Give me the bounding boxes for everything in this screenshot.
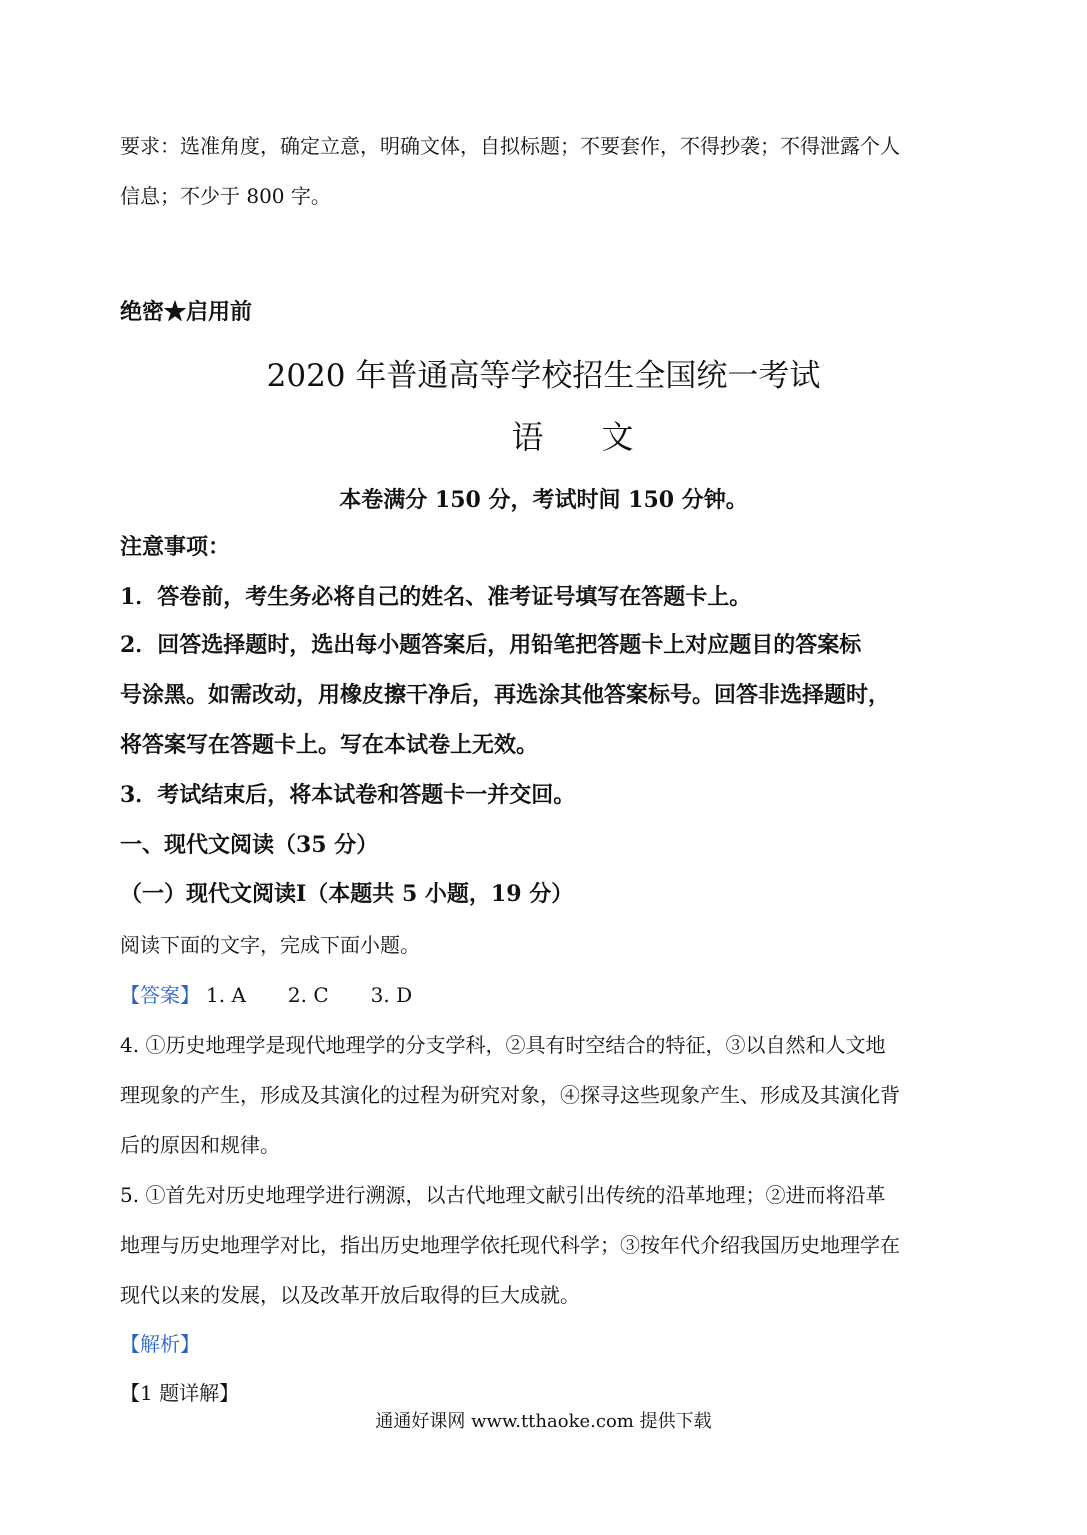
requirement-line-1: 要求：选准角度，确定立意，明确文体，自拟标题；不要套作，不得抄袭；不得泄露个人 xyxy=(120,134,900,158)
notes-heading: 注意事项： xyxy=(120,534,231,560)
exam-title: 2020 年普通高等学校招生全国统一考试 xyxy=(266,358,821,394)
q5-line-1: 5. ①首先对历史地理学进行溯源，以古代地理文献引出传统的沿革地理；②进而将沿革 xyxy=(120,1183,886,1207)
note-item-1: 1．答卷前，考生务必将自己的姓名、准考证号填写在答题卡上。 xyxy=(120,584,752,610)
section-heading: 一、现代文阅读（35 分） xyxy=(120,832,379,858)
score-info: 本卷满分 150 分，考试时间 150 分钟。 xyxy=(339,487,748,513)
answer-item-3: 3. D xyxy=(370,983,413,1007)
detail-label: 【1 题详解】 xyxy=(120,1381,240,1405)
q5-line-2: 地理与历史地理学对比，指出历史地理学依托现代科学；③按年代介绍我国历史地理学在 xyxy=(120,1233,900,1257)
note-item-3: 3．考试结束后，将本试卷和答题卡一并交回。 xyxy=(120,782,576,808)
q4-line-2: 理现象的产生，形成及其演化的过程为研究对象，④探寻这些现象产生、形成及其演化背 xyxy=(120,1083,900,1107)
answer-label: 【答案】 xyxy=(120,983,200,1007)
requirement-line-2: 信息；不少于 800 字。 xyxy=(120,184,331,208)
note-item-2-line-3: 将答案写在答题卡上。写在本试卷上无效。 xyxy=(120,732,539,758)
page-footer: 通通好课网 www.tthaoke.com 提供下载 xyxy=(375,1411,712,1432)
note-item-2-line-2: 号涂黑。如需改动，用橡皮擦干净后，再选涂其他答案标号。回答非选择题时， xyxy=(120,682,891,708)
answer-row xyxy=(120,979,448,1008)
subject-title: 语文 xyxy=(511,418,692,456)
answer-item-2: 2. C xyxy=(287,983,329,1007)
q4-line-1: 4. ①历史地理学是现代地理学的分支学科，②具有时空结合的特征，③以自然和人文地 xyxy=(120,1033,886,1057)
answer-item-1: 1. A xyxy=(206,983,246,1007)
q4-line-3: 后的原因和规律。 xyxy=(120,1133,280,1157)
note-item-2-line-1: 2．回答选择题时，选出每小题答案后，用铅笔把答题卡上对应题目的答案标 xyxy=(120,632,862,658)
reading-instruction: 阅读下面的文字，完成下面小题。 xyxy=(120,933,420,957)
secret-label: 绝密★启用前 xyxy=(120,299,253,325)
subsection-heading: （一）现代文阅读Ⅰ（本题共 5 小题，19 分） xyxy=(120,881,574,907)
analysis-label: 【解析】 xyxy=(120,1332,200,1356)
q5-line-3: 现代以来的发展，以及改革开放后取得的巨大成就。 xyxy=(120,1283,580,1307)
